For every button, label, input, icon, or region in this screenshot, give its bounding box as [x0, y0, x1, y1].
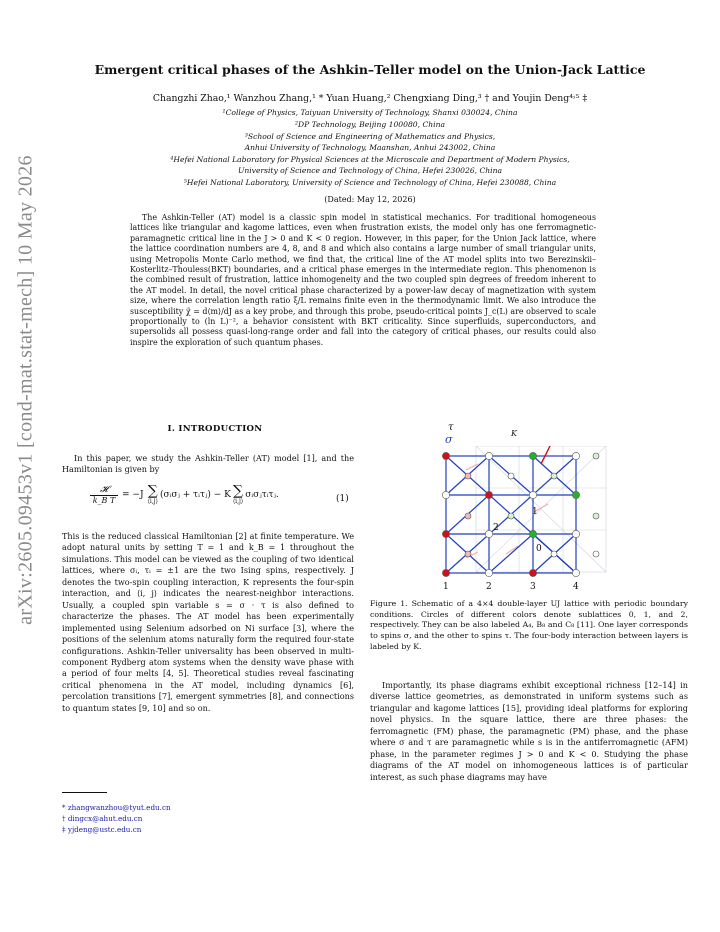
intro-paragraph-2: This is the reduced classical Hamiltonian [2] at finite temperature. We adopt natural units by setting T = 1 and k_B = 1 throughout the simulations. This model can be viewed as the coupling of two identical lattices, where σᵢ, τᵢ = ±1 are the two Ising spins, respectively. J denotes the two-spin coupling interaction, K represents the four-spin interaction, and ⟨i, j⟩ indicates the nearest-neighbor interactions. Usually, a coupled spin variable s = σ · τ is also defined to characterize the phases. The AT model has been experimentally implemented using Selenium adsorbed on Ni surface [3], where the positions of the selenium atoms naturally form the required four-state configurations. Ashkin-Teller universality has been observed in multi-component Rydberg atom systems when the density wave phase with a period of four melts [4, 5]. Theoretical studies reveal fascinating critical phenomena in the AT model, including dynamics [6], percolation transitions [7], emergent symmetries [8], and connections to quantum states [9, 10] and so on. — [62, 531, 354, 713]
author-list: Changzhi Zhao,¹ Wanzhou Zhang,¹ * Yuan Huang,² Chengxiang Ding,³ † and Youjin Deng⁴˒⁵ ‡ — [152, 93, 588, 104]
k-interaction-bond — [541, 446, 551, 464]
hamiltonian-equation — [90, 484, 370, 505]
sum-symbol: ∑ — [147, 483, 158, 499]
arxiv-stamp: arXiv:2605.09453v1 [cond-mat.stat-mech] 10 May 2026 — [14, 155, 37, 625]
affiliation: Anhui University of Technology, Maanshan, Anhui 243002, China — [244, 143, 496, 152]
affiliation: ²DP Technology, Beijing 100080, China — [294, 120, 446, 129]
eq-lhs-denominator: k_B T — [92, 495, 116, 505]
footnote-email[interactable]: † dingcx@ahut.edu.cn — [62, 814, 143, 823]
figure-caption: Figure 1. Schematic of a 4×4 double-layer UJ lattice with periodic boundary conditions. Circles of different colors denote sublattices 0, 1, and 2, respectively. They can be also labeled A₄, B₈ and C₈ [11]. One layer corresponds to spins σ, and the other to spins τ. The four-body interaction between layers is labeled by K. — [370, 599, 688, 651]
affiliation: ³School of Science and Engineering of Mathematics and Physics, — [244, 132, 496, 141]
sigma-label: σ — [445, 433, 453, 446]
footnote — [62, 824, 141, 835]
affiliation: ⁴Hefei National Laboratory for Physical Sciences at the Microscale and Department of Modern Physics, — [170, 155, 570, 164]
bottom-index-label: 4 — [573, 582, 579, 592]
k-label: K — [511, 429, 517, 438]
eq-rhs-c: σᵢσⱼτᵢτⱼ. — [245, 489, 279, 500]
intro-paragraph-1: In this paper, we study the Ashkin-Teller (AT) model [1], and the Hamiltonian is given by — [62, 453, 354, 475]
sum-symbol: ∑ — [233, 483, 244, 499]
affiliation: University of Science and Technology of China, Hefei 230026, China — [237, 166, 503, 175]
union-jack-lattice-figure — [426, 446, 626, 596]
bottom-index-label: 2 — [486, 582, 492, 592]
affiliation: ⁵Hefei National Laboratory, University of Science and Technology of China, Hefei 230088, China — [183, 178, 557, 187]
footnote-email[interactable]: * zhangwanzhou@tyut.edu.cn — [62, 803, 171, 812]
footnote-email[interactable]: ‡ yjdeng@ustc.edu.cn — [62, 825, 142, 834]
bottom-index-label: 3 — [530, 582, 536, 592]
footnote — [62, 813, 142, 824]
tau-label: τ — [448, 422, 454, 433]
sum-subscript: ⟨i,j⟩ — [147, 498, 158, 505]
eq-rhs-b: (σᵢσⱼ + τᵢτⱼ) − K — [159, 489, 231, 500]
footnote-rule — [62, 792, 107, 793]
footnote — [62, 802, 171, 813]
paper-title: Emergent critical phases of the Ashkin–Teller model on the Union-Jack Lattice — [94, 62, 646, 77]
sum-subscript: ⟨i,j⟩ — [232, 498, 244, 505]
eq-rhs-a: = −J — [122, 489, 144, 500]
abstract: The Ashkin-Teller (AT) model is a classic spin model in statistical mechanics. For traditional homogeneous lattices like triangular and kagome lattices, even when frustration exists, the model only has one ferromagnetic-paramagnetic critical line in the J > 0 and K < 0 region. However, in this paper, for the Union Jack lattice, where the lattice coordination numbers are 4, 8, and 8 and which also contains a large number of small triangular units, using Metropolis Monte Carlo method, we find that, the critical line of the AT model splits into two Berezinskii–Kosterlitz–Thouless(BKT) boundaries, and a critical phase emerges in the intermediate region. This phenomenon is the combined result of frustration, lattice inhomogeneity and the two coupled spin degrees of freedom inherent to the AT model. In detail, the novel critical phase characterized by a power-law decay of magnetization with system size, where the correlation length ratio ξ/L remains finite even in the thermodynamic limit. We also introduce the susceptibility χ̃ = d⟨m⟩/dJ as a key probe, and through this probe, pseudo-critical points J_c(L) are observed to scale proportionally to (ln L)⁻², a behavior consistent with BKT criticality. Since superfluids, superconductors, and supersolids all possess quasi-long-range order and fall into the category of critical phases, our results could also inspire the exploration of such quantum phases. — [130, 213, 596, 347]
affiliation: ¹College of Physics, Taiyuan University of Technology, Shanxi 030024, China — [222, 108, 518, 117]
sublattice-label: 1 — [532, 507, 538, 517]
right-paragraph-1: Importantly, its phase diagrams exhibit exceptional richness [12–14] in diverse lattice geometries, as demonstrated in uniform systems such as triangular and kagome lattices [15], providing ideal platforms for exploring novel physics. In the square lattice, there are three phases: the ferromagnetic (FM) phase, the paramagnetic (PM) phase, and the phase where σ and τ are paramagnetic while s is in the antiferromagnetic (AFM) phase, in the parameter regimes J > 0 and K < 0. Studying the phase diagrams of the AT model on inhomogeneous lattices is of particular interest, as such phase diagrams may have — [370, 680, 688, 782]
equation-number: (1) — [336, 494, 349, 504]
sublattice-label: 0 — [536, 544, 542, 554]
date-line: (Dated: May 12, 2026) — [324, 195, 416, 204]
section-heading: I. INTRODUCTION — [167, 424, 263, 434]
bottom-index-label: 1 — [443, 582, 449, 592]
sublattice-label: 2 — [493, 523, 499, 533]
eq-lhs-numerator: 𝓗 — [99, 484, 109, 495]
